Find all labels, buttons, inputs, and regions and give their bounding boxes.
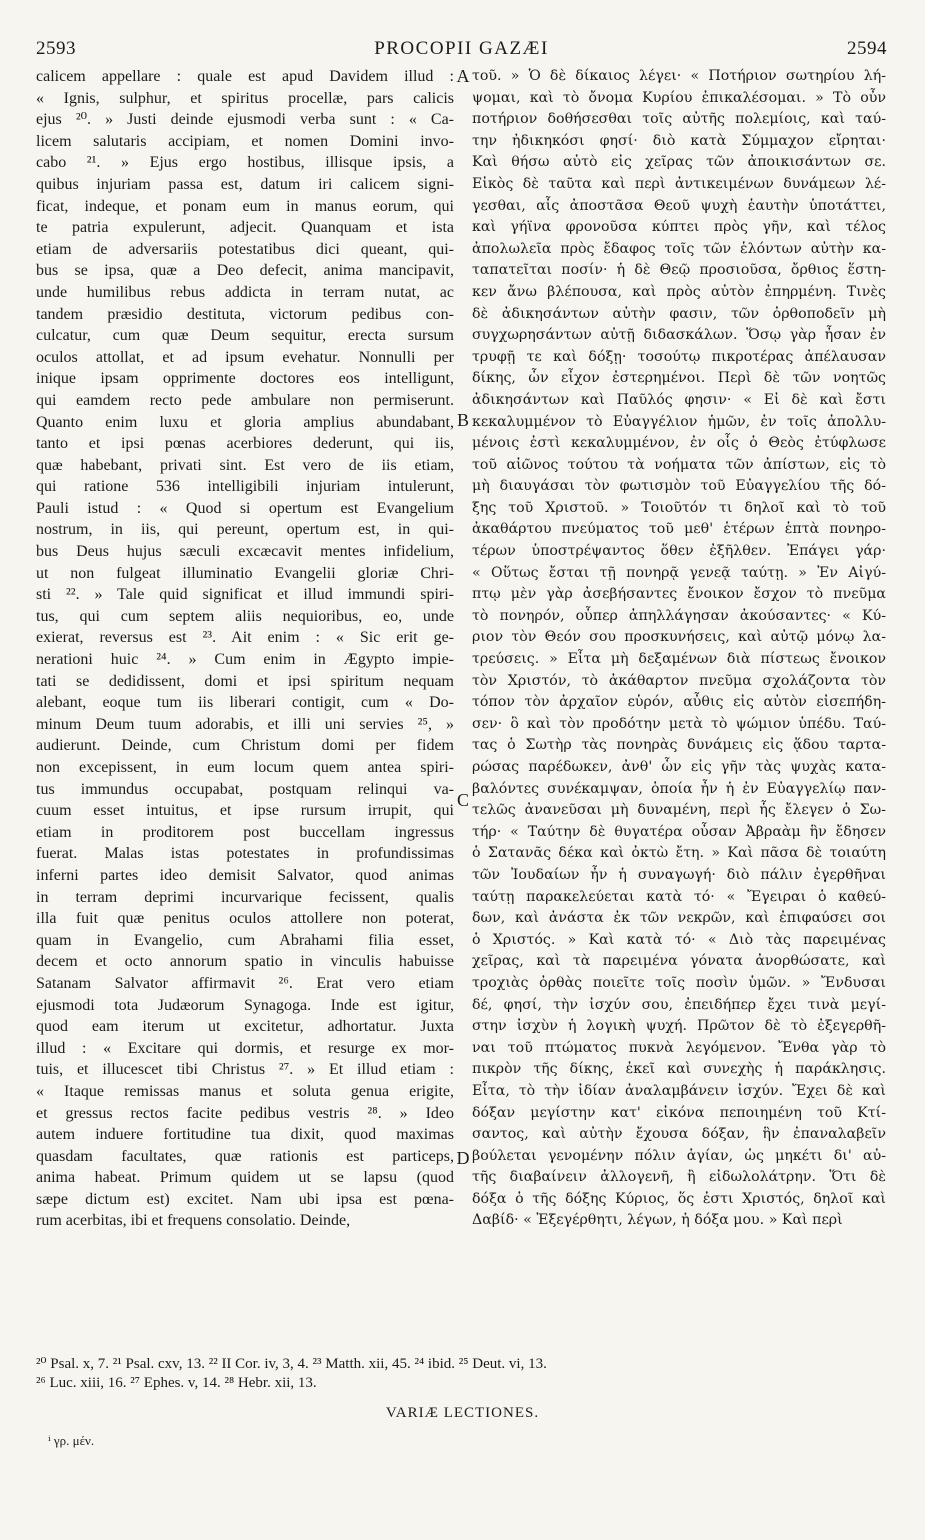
- greek-line: Εἰκὸς δὲ ταῦτα καὶ περὶ ἀντικειμένων δυνάμεων λέ-: [472, 175, 886, 192]
- latin-line: ejusmodi tota Judæorum Synagoga. Inde est igitur,: [36, 996, 454, 1014]
- latin-line: sti ²². » Tale quid significat et illud immundi spiri-: [36, 586, 454, 604]
- greek-line: τρεύσεις. » Εἶτα μὴ δεξαμένων διὰ πίστεως ἔνοικον: [472, 651, 886, 668]
- latin-line: autem induere fortitudine tua dixit, quod maximas: [36, 1126, 454, 1144]
- greek-line: ταπατεῖται ποσίν· ἡ δὲ Θεῷ προσιοῦσα, ὄρθιος ἕστη-: [472, 262, 886, 279]
- latin-line: tus immundus occupabat, postquam relinqui va-: [36, 780, 454, 798]
- latin-line: inique ipsam opprimente doctores eos intelligunt,: [36, 370, 454, 388]
- latin-line: ficat, indeque, et ponam eum in manus eorum, qui: [36, 197, 454, 215]
- greek-line: την ἠδικηκόσι φησί· διὸ κατὰ Σύμμαχον εἴρηται·: [472, 132, 886, 149]
- latin-line: bus se ipsa, quæ a Deo defecit, anima mancipavit,: [36, 262, 454, 280]
- latin-line: decem et octo annorum spatio in vinculis habuisse: [36, 953, 454, 971]
- latin-line: quasdam facultates, quæ rationis est particeps,: [36, 1147, 454, 1165]
- latin-line: tandem præsidio destituta, victorum pedibus con-: [36, 305, 454, 323]
- latin-line: bus Deus hujus sæculi excæcavit mentes infidelium,: [36, 543, 454, 561]
- greek-line: Καὶ θήσω αὐτὸ εἰς χεῖρας τῶν ἀποικισάντων σε.: [472, 154, 886, 171]
- greek-line: καὶ γήϊνα φρονοῦσα κύπτει πρὸς γῆν, καὶ τέλος: [472, 219, 886, 236]
- latin-line: anima habeat. Primum quidem ut se lapsu (quod: [36, 1169, 454, 1187]
- greek-line: τὸν Χριστόν, τὸ ἀκάθαρτον πνεῦμα σχολάζοντα τὸν: [472, 672, 886, 689]
- greek-line: δόξα ὁ τῆς δόξης Κύριος, ὅς ἐστι Χριστός, δηλοῖ καὶ: [472, 1190, 886, 1207]
- latin-line: sæpe dictum est) excitet. Nam ubi ipsa est pœna-: [36, 1190, 454, 1208]
- latin-line: cuum esset intuitus, et ipse rursum irrupit, qui: [36, 802, 454, 820]
- greek-line: τὸ πονηρόν, οὗπερ ἀπηλλάγησαν ἀκούσαντες· « Κύ-: [472, 607, 886, 624]
- latin-line: illa fuit quæ penitus oculos attollere non poterat,: [36, 910, 454, 928]
- latin-line: ejus ²⁰. » Justi deinde ejusmodi verba sunt : « Ca-: [36, 111, 454, 129]
- latin-line: tus, qui cum septem aliis nequioribus, eo, unde: [36, 607, 454, 625]
- greek-line: σεν· ὃ καὶ τὸν προδότην μετὰ τὸ ψώμιον ὑπέδυ. Ταύ-: [472, 715, 886, 732]
- greek-line: « Οὕτως ἔσται τῇ πονηρᾷ γενεᾷ ταύτῃ. » Ἐν Αἰγύ-: [472, 564, 886, 581]
- greek-line: τελῶς ἀνανεῦσαι μὴ δυναμένη, περὶ ἧς ἔλεγεν ὁ Σω-: [472, 802, 886, 819]
- latin-line: etiam de adversariis potestatibus dici queant, qui-: [36, 240, 454, 258]
- latin-line: fuerat. Malas istas potestates in profundissimas: [36, 845, 454, 863]
- greek-line: ὁ Σατανᾶς δέκα καὶ ὀκτὼ ἔτη. » Καὶ πᾶσα δὲ τοιαύτη: [472, 845, 886, 862]
- greek-line: τῆς διαβαίνειν ἀλλογενῆ, ἢ εἰδωλολάτρην. Ὅτι δὲ: [472, 1169, 886, 1186]
- greek-line: μένοις ἐστὶ κεκαλυμμένον, ἐν οἷς ὁ Θεὸς ἐτύφλωσε: [472, 435, 886, 452]
- greek-line: κεν ἄνω βλέπουσα, καὶ πρὸς αὐτὸν ἐπηρμένη. Τινὲς: [472, 283, 886, 300]
- greek-line: δέ, φησί, τὴν ἰσχύν σου, ἐπειδήπερ ἔχει τινὰ μεγί-: [472, 996, 886, 1013]
- footnote-row-2: ²⁶ Luc. xiii, 16. ²⁷ Ephes. v, 14. ²⁸ Hebr. xii, 13.: [36, 1375, 317, 1391]
- latin-line: quæ habebant, privati sint. Est vero de iis etiam,: [36, 456, 454, 474]
- greek-line: ξης τοῦ Χριστοῦ. » Τοιοῦτόν τι δηλοῖ καὶ τὸ τοῦ: [472, 499, 886, 516]
- greek-line: τας ὁ Σωτὴρ τὰς πονηρὰς δυνάμεις εἰς ᾅδου ταρτα-: [472, 737, 886, 754]
- latin-line: te patria expulerunt, adjecit. Quanquam et ista: [36, 219, 454, 237]
- latin-line: tanto et ipsi pœnas acerbiores dederunt, qui iis,: [36, 435, 454, 453]
- greek-line: πικρὸν τῆς δίκης, ἐκεῖ καὶ συνεχὴς ἡ παράκλησις.: [472, 1061, 886, 1078]
- latin-line: tati se dedidissent, domi et ipsi spiritum nequam: [36, 672, 454, 690]
- latin-line: nostrum, in iis, qui pereunt, opertum est, in qui-: [36, 521, 454, 539]
- greek-line: τῶν Ἰουδαίων ἦν ἡ συναγωγή· διὸ πάλιν ἐγερθῆναι: [472, 866, 886, 883]
- greek-column: [472, 66, 886, 1336]
- latin-line: nerationi huic ²⁴. » Cum enim in Ægypto impie-: [36, 651, 454, 669]
- latin-line: rum acerbitas, ibi et frequens consolatio. Deinde,: [36, 1212, 351, 1230]
- latin-line: ut non fulgeat illuminatio Evangelii gloriæ Chri-: [36, 564, 454, 582]
- latin-line: non excepissent, in eum locum quem antea spiri-: [36, 759, 454, 776]
- latin-line: cabo ²¹. » Ejus ergo hostibus, illisque ipsis, a: [36, 154, 454, 172]
- greek-line: δὲ ἀδικησάντων αὐτὴν φασιν, τῶν ὀρθοποδεῖν μὴ: [472, 305, 886, 322]
- greek-line: τόπον τὸν ἀρχαῖον εὑρόν, αὖθις εἰς αὐτὸν εἰσεπήδη-: [472, 694, 886, 711]
- latin-line: illud : « Excitare qui dormis, et resurge ex mor-: [36, 1039, 454, 1057]
- latin-line: licem salutaris accipiam, et nomen Domini invo-: [36, 132, 454, 150]
- margin-mark-c: C: [456, 790, 469, 810]
- latin-line: quam in Evangelio, cum Abrahami filia esset,: [36, 931, 454, 949]
- latin-line: quibus injuriam passa est, datum iri calicem signi-: [36, 175, 454, 193]
- greek-line: βούλεται γενομένην πόλιν ἁγίαν, ὡς μηκέτι δι' αὐ-: [472, 1147, 886, 1164]
- margin-mark-a: A: [456, 66, 470, 86]
- greek-line: βαλόντες συνέκαμψαν, ὁποία ἦν ἡ ἐν Εὐαγγελίῳ παν-: [472, 780, 886, 797]
- latin-line: inferni partes ideo demisit Salvator, quod animas: [36, 866, 454, 884]
- latin-line: qui eamdem recto pede ambulare non permiserunt.: [36, 391, 454, 409]
- footnote-row-1: ²⁰ Psal. x, 7. ²¹ Psal. cxv, 13. ²² II Cor. iv, 3, 4. ²³ Matth. xii, 45. ²⁴ ibid. ²⁵ Deut. vi, 13.: [36, 1356, 547, 1372]
- latin-line: alebant, eoque tum iis liberari contigit, cum « Do-: [36, 694, 454, 712]
- greek-line: ριον τὸν Θεόν σου προσκυνήσεις, καὶ αὐτῷ μόνῳ λα-: [472, 629, 886, 646]
- margin-mark-b: B: [456, 410, 469, 430]
- latin-line: unde humilibus rebus addicta in terram nutat, ac: [36, 283, 454, 301]
- latin-line: oculos attollat, et ad ipsum evehatur. Nonnulli per: [36, 348, 454, 366]
- latin-column: [36, 66, 454, 1336]
- latin-line: Quanto enim luxu et gloria amplius abundabant,: [36, 413, 454, 431]
- latin-line: « Itaque remissas manus et soluta genua erigite,: [36, 1082, 454, 1100]
- greek-line: Δαβίδ· « Ἐξεγέρθητι, λέγων, ἡ δόξα μου. » Καὶ περὶ: [472, 1212, 843, 1229]
- greek-line: τρυφῇ τε καὶ δόξῃ· τοσούτῳ πικροτέρας ἀπέλαυσαν: [472, 348, 886, 365]
- page-header: [36, 38, 887, 64]
- latin-line: qui ratione 536 intelligibili injuriam intulerunt,: [36, 478, 454, 496]
- greek-line: στην ἰσχὺν ἡ λογικὴ ψυχή. Πρῶτον δὲ τὸ ἐξεγερθῆ-: [472, 1018, 886, 1035]
- footnotes: [36, 1355, 887, 1393]
- margin-mark-d: D: [456, 1148, 470, 1168]
- latin-line: Satanam Salvator affirmavit ²⁶. Erat vero etiam: [36, 974, 454, 992]
- latin-line: « Ignis, sulphur, et spiritus procellæ, pars calicis: [36, 89, 454, 107]
- greek-line: ταύτῃ παρακελεύεται κατὰ τό· « Ἔγειραι ὁ καθεύ-: [472, 888, 886, 905]
- greek-line: μὴ διαυγάσαι τὸν φωτισμὸν τοῦ Εὐαγγελίου τῆς δό-: [472, 478, 886, 495]
- greek-line: σαντος, καὶ αὐτὴν ἔχουσα δόξαν, ἣν ἐπαναλαβεῖν: [472, 1126, 886, 1143]
- latin-line: et gressus rectos facite pedibus vestris ²⁸. » Ideo: [36, 1104, 454, 1122]
- greek-line: Εἶτα, τὸ τὴν ἰδίαν ἀναλαμβάνειν ἰσχύν. Ἔχει δὲ καὶ: [472, 1082, 886, 1099]
- greek-line: ὁ Χριστός. » Καὶ κατὰ τό· « Διὸ τὰς παρειμένας: [472, 931, 886, 948]
- greek-line: συγχωρησάντων αὐτῇ διδασκάλων. Ὅσῳ γὰρ ἦσαν ἐν: [472, 327, 886, 344]
- greek-line: τοῦ αἰῶνος τούτου τὰ νοήματα τῶν ἀπίστων, εἰς τὸ: [472, 456, 886, 473]
- latin-line: in terram deprimi incurvarique fecissent, qualis: [36, 888, 454, 906]
- greek-line: δίκης, ὧν εἶχον ἐστερημένοι. Περὶ δὲ τῶν νοητῶς: [472, 370, 886, 387]
- latin-line: calicem appellare : quale est apud Davidem illud :: [36, 68, 454, 85]
- latin-line: minum Deum tuum adorabis, et illi uni servies ²⁵, »: [36, 715, 454, 733]
- latin-line: etiam in proditorem post buccellam ingressus: [36, 823, 454, 841]
- greek-line: κεκαλυμμένον τὸ Εὐαγγέλιον ἡμῶν, ἐν τοῖς ἀπολλυ-: [472, 413, 886, 430]
- greek-line: δόξαν μεγίστην κατ' εἰκόνα πεποιημένη τοῦ Κτί-: [472, 1104, 886, 1121]
- greek-line: ποτήριον δοθήσεσθαι τοῖς αὐτῆς πολεμίοις, καὶ ταύ-: [472, 111, 886, 128]
- greek-line: ναι τοῦ πτώματος πυκνὰ λεγόμενον. Ἔνθα γὰρ τὸ: [472, 1039, 886, 1056]
- variant-reading: ⁱ γρ. μέν.: [48, 1433, 95, 1448]
- greek-line: ψομαι, καὶ τὸ ὄνομα Κυρίου ἐπικαλέσομαι. » Τὸ οὖν: [472, 89, 886, 106]
- left-page-number: 2593: [36, 38, 76, 59]
- latin-line: audierunt. Deinde, cum Christum domi per fidem: [36, 737, 454, 755]
- greek-line: δων, καὶ ἀνάστα ἐκ τῶν νεκρῶν, καὶ ἐπιφαύσει σοι: [472, 910, 886, 927]
- greek-line: ἀδικησάντων καὶ Παῦλός φησιν· « Εἰ δὲ καὶ ἔστι: [472, 391, 886, 408]
- greek-line: χεῖρας, καὶ τὰ παρειμένα γόνατα ἀνορθώσατε, καὶ: [472, 953, 886, 970]
- latin-line: Pauli istud : « Quod si opertum est Evangelium: [36, 499, 454, 517]
- greek-line: γεσθαι, αἷς ἀποστᾶσα Θεοῦ ψυχὴ ἑαυτὴν ὑποτάττει,: [472, 197, 886, 214]
- latin-line: exierat, reversus est ²³. Ait enim : « Sic erit ge-: [36, 629, 454, 647]
- greek-line: τροχιὰς ὀρθὰς ποιεῖτε τοῖς ποσὶν ὑμῶν. » Ἔνδυσαι: [472, 974, 886, 991]
- greek-line: πτῳ μὲν γὰρ ἀσεβήσαντες ἔνοικον ἔσχον τὸ πνεῦμα: [472, 586, 886, 603]
- greek-line: ἀκαθάρτου πνεύματος τοῦ μεθ' ἑτέρων ἑπτὰ πονηρο-: [472, 521, 886, 538]
- greek-line: τοῦ. » Ὁ δὲ δίκαιος λέγει· « Ποτήριον σωτηρίου λή-: [472, 68, 886, 84]
- latin-line: quod eam iterum ut excitetur, adhortatur. Juxta: [36, 1018, 454, 1036]
- variae-lectiones-heading: VARIÆ LECTIONES.: [385, 1405, 540, 1421]
- running-title: PROCOPII GAZÆI: [374, 38, 549, 59]
- greek-line: τήρ· « Ταύτην δὲ θυγατέρα οὖσαν Ἀβραὰμ ἣν ἔδησεν: [472, 823, 886, 840]
- greek-line: ρώσας παρέδωκεν, ἀνθ' ὧν εἰς γῆν τὰς ψυχὰς κατα-: [472, 759, 886, 775]
- right-page-number: 2594: [847, 38, 887, 59]
- latin-line: culcatur, cum quæ Deum sequitur, erecta sursum: [36, 327, 454, 345]
- latin-line: tuis, et illucescet tibi Christus ²⁷. » Et illud etiam :: [36, 1061, 454, 1079]
- greek-line: τέρων ὑποστρέψαντος ὅθεν ἐξῆλθεν. Ἐπάγει γάρ·: [472, 543, 886, 560]
- greek-line: ἀπολωλεῖα πρὸς ἔδαφος τοῖς τῶν ἑλόντων αὐτὴν κα-: [472, 240, 886, 257]
